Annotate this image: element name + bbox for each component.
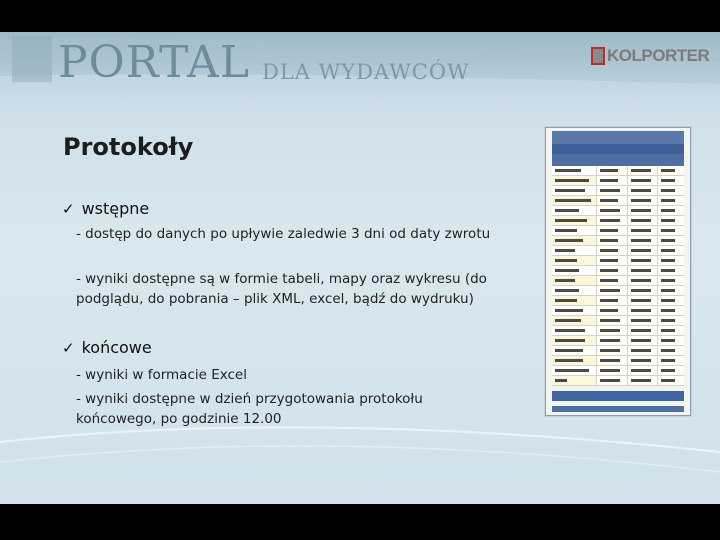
doc-title-bar [552, 131, 684, 144]
doc-header-row [552, 144, 684, 154]
doc-column-header [552, 154, 684, 166]
section-item: - wyniki dostępne są w formie tabeli, mapy oraz wykresu (do podglądu, do pobrania – plik XML, excel, bądź do wydruku) [76, 271, 487, 307]
section-item: - wyniki dostępne w dzień przygotowania protokołu końcowego, po godzinie 12.00 [76, 391, 423, 427]
section-koncowe [62, 338, 152, 357]
bottom-black-band [0, 504, 720, 540]
section-wstepne [62, 199, 149, 218]
section-label: końcowe [81, 338, 152, 357]
portal-logo-text: PORTAL [58, 37, 250, 88]
doc-table [552, 166, 684, 386]
slide-title: Protokoły [63, 133, 194, 161]
slide [0, 32, 720, 504]
portal-subtitle: DLA WYDAWCÓW [262, 60, 470, 84]
checkmark-icon: ✓ [62, 199, 75, 218]
kolporter-mark-icon [591, 47, 605, 65]
top-black-band [0, 0, 720, 32]
kolporter-logo [591, 44, 709, 68]
doc-legend [552, 406, 684, 412]
section-item: - dostęp do danych po upływie zaledwie 3 dni od daty zwrotu [76, 226, 491, 242]
section-item: - wyniki w formacie Excel [76, 367, 247, 383]
checkmark-icon: ✓ [62, 338, 75, 357]
kolporter-wordmark: KOLPORTER [607, 46, 710, 65]
section-label: wstępne [81, 199, 150, 218]
doc-summary-row [552, 391, 684, 401]
protocol-document-thumbnail [545, 127, 691, 416]
